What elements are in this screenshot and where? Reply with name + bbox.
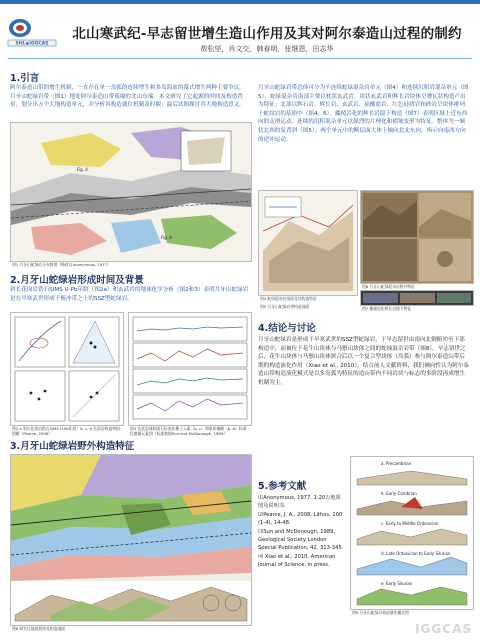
logo-text: SHL◉IGGCAS — [15, 41, 49, 47]
figure-7-caption: 图7 麋棱岩化辉长岩镜下特征 — [362, 306, 412, 311]
conclusion-text: 月牙山蛇绿岩是形成于早寒武世的SSZ型蛇绿岩，于早志留世由南向北倒俯冲至下部构造中，而被位于花牛山块体与马鬃山块体之间的蛇绿混杂岩带（图8）。早志留世之后，花牛山块体与马鬃山块体拼合后以一个复合型块体（岛弧）参与阿尔泰造山带后期的构造演化作用（Xiao et al., 2010）。结合前人文献资料，我们倾向性认为阿尔泰造山带构造演化模式是以多岛弧为特征的造山带内不同岩块与标志的多阶段再成增生机制为主。 — [258, 337, 469, 386]
figure-4-ophiolite-section — [258, 190, 358, 296]
figure-5-caption: 图5 月牙山蛇绿岩带构造剖面 — [260, 304, 310, 309]
figure-3-caption: 图3 玄武岩球粒陨石标准化稀土元素（a, c）和原始地幔（b, d）标准化微量元素图（标准数据Sun and McDonough, 1989） — [130, 426, 247, 436]
formation-heading: 2.月牙山蛇绿岩形成时间及背景 — [10, 275, 144, 286]
conclusion-heading: 4.结论与讨论 — [258, 323, 316, 334]
reference-item: ⑴Anonymous, 1977. 1:20万地质图及说明书. — [258, 495, 341, 510]
watermark: IGGCAS — [415, 622, 472, 636]
figure-2-plots — [10, 312, 124, 426]
figure-8-geological-map — [10, 454, 252, 626]
fig9-stage-label: a. Precambrian — [381, 461, 412, 466]
figure-1-geological-map — [10, 122, 252, 262]
figure-4-caption: 图4 蛇绿混杂岩剖面及其构造特征 — [260, 296, 317, 301]
reference-item: ⑵Pearce, J. A., 2008, Lithos, 100 (1-4), 14-48. — [258, 511, 343, 527]
reference-item: ⑶Sun and McDonough, 1989, Geological Society London Special Publication, 42, 313-345. — [258, 528, 344, 552]
svg-text:Fig. 4: Fig. 4 — [77, 167, 88, 172]
top-band — [0, 0, 480, 4]
figure-7-micrographs — [360, 290, 474, 306]
intro-text: 阿尔泰造山带的增生机制，一直存在单一岛弧的连续增生和多岛海盆的幕式增生两种主要争议。月牙山蛇绿岩带（图1）地处阿尔泰造山带南缘的北山东端。本文研究了它起源的时间及构造背景，划分出五个大地构造单元，并分析其构造就位机制及时限；最后试图探讨其大地构造意义。 — [10, 85, 245, 109]
fig9-stage-label: d. Late Ordovician to Early Silurian — [381, 551, 451, 556]
figure-8-caption: 图8 研究区地质简图及构造剖面 — [12, 626, 65, 631]
figure-6-caption: 图6 月牙山蛇绿混杂岩野外特征 — [362, 284, 415, 289]
reference-list — [258, 494, 344, 570]
fig9-stage-label: c. Early to Middle Ordovician — [381, 521, 439, 526]
formation-text: 斜长花岗岩锆石SIMS U-Pb年龄（图2a）和玄武岩的地球化学分析（图2和3）表明月牙山蛇绿岩是在早寒武世形成于俯冲带之上的SSZ型蛇绿岩。 — [10, 287, 249, 302]
fig9-stage-label: b. Early Cambrian — [381, 491, 417, 496]
header-divider — [8, 58, 472, 59]
field-heading: 3.月牙山蛇绿岩野外构造特征 — [10, 441, 135, 452]
fig9-stage-label: e. Early Silurian — [381, 581, 413, 586]
figure-3-ree-plots — [128, 312, 252, 426]
figure-1-caption: 图1 月牙山蛇绿岩分布简图（修改自Anonymous, 1977） — [12, 262, 111, 267]
figure-9-caption: 图9 月牙山蛇绿岩构造演化模式图 — [352, 610, 409, 615]
figure-6-field-photos — [360, 190, 474, 284]
intro-heading: 1.引言 — [10, 73, 40, 84]
reference-item: ⑷ Xiao et al., 2010, American Journal of Science, in press. — [258, 553, 336, 569]
svg-text:Fig. 8: Fig. 8 — [161, 235, 172, 240]
poster-title: 北山寒武纪-早志留世增生造山作用及其对阿尔泰造山过程的制约 — [72, 26, 462, 42]
figure-9-evolution-model — [350, 456, 474, 610]
structure-text: 月牙山蛇绿岩带总体可分为不连续蛇绿混杂岩单元（图4）和连续沉积岩混杂单元（图5），蛇绿混杂岩南部主要以枕状玄武岩、块状玄武岩和辉长岩块体呈叠瓦状构造产出为特征；北部以辉石岩、辉长岩、玄武岩、硅酸盐岩、红色硅质岩和砂岩呈块体排列于蛇纹岩的基质中（图4，6）。麋棱岩化的辉长岩镜下构造（图7）表明区域上近东西向的走滑运动。连续的沉积混杂单元以强烈的片理化和褶皱变形为特征。整体为一倾状北西的复背斜（图5）。两个单元中的断层面大体上倾向北北东向，指示向南西方向的逆冲运动。 — [258, 85, 469, 143]
iggcas-logo — [6, 10, 58, 50]
figure-2-caption: 图2 a 斜长花岗岩锆石SIMS U-Pb年龄；b, c, d 玄武岩构造判别图解（Pearce, 2008） — [12, 426, 120, 436]
references-heading: 5.参考文献 — [258, 481, 307, 492]
poster-authors: 敖松坚，肖文交，韩春明，张继恩，田志华 — [200, 45, 334, 53]
